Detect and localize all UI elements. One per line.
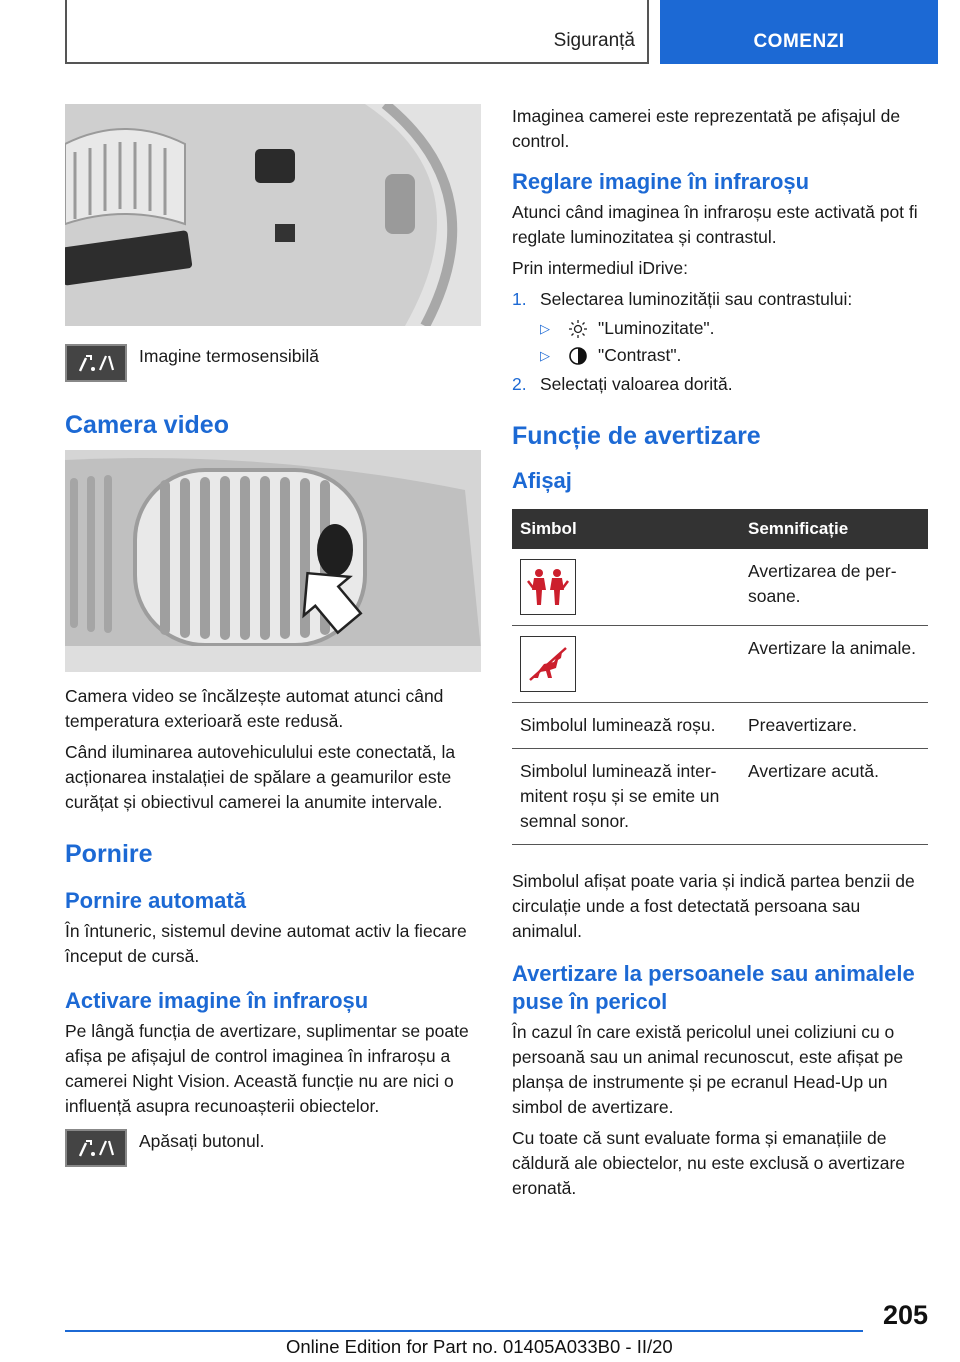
table-cell-meaning: Preavertizare. (740, 703, 928, 749)
instruction-press-button (65, 1129, 481, 1167)
animal-warning-icon (520, 636, 576, 692)
right-column (512, 104, 928, 1207)
brightness-icon (568, 319, 588, 339)
step-item (512, 289, 928, 310)
grille-illustration (65, 450, 481, 672)
substep-brightness (540, 318, 928, 339)
triangle-bullet-icon: ▷ (540, 347, 550, 363)
substep-contrast (540, 345, 928, 366)
step-item (512, 374, 928, 395)
grille-camera-photo (65, 450, 481, 672)
table-row (512, 626, 928, 703)
substep-text: "Contrast". (598, 345, 682, 365)
para-prin-idrive: Prin intermediul iDrive: (512, 258, 689, 278)
warning-symbols-table (512, 509, 928, 845)
night-vision-button-icon[interactable] (65, 1129, 127, 1167)
table-cell-symbol (512, 549, 740, 626)
steps-list (512, 289, 928, 395)
para-avertizare-1: În cazul în care există pericolul unei coliziuni cu o persoană sau un animal recunoscut, este afișat pe planșa de instrumente și pe ecranul Head-Up un simbol de avertizare. (512, 1022, 904, 1117)
header-section-tab (65, 0, 649, 64)
left-column (65, 104, 481, 1167)
page-number: 205 (882, 1300, 928, 1330)
table-cell-symbol (512, 626, 740, 703)
person-warning-icon (520, 559, 576, 615)
header-chapter-title: COMENZI (753, 31, 845, 52)
dashboard-illustration (65, 104, 481, 326)
header-chapter-tab[interactable] (660, 0, 938, 64)
heading-afisaj: Afișaj (512, 468, 572, 493)
table-header-row (512, 509, 928, 549)
table-cell-meaning: Avertizarea de persoane. (740, 549, 928, 626)
para-activare-infrarosu: Pe lângă funcția de avertizare, suplimentar se poate afișa pe afișajul de control imaginea în infraroșu a camerei Night Vision. Această funcție nu are nici o influență asupra recunoașterii obiectelor. (65, 1021, 469, 1116)
heading-pornire-automata: Pornire automată (65, 888, 246, 913)
night-vision-button-icon (65, 344, 127, 382)
step-number: 1. (512, 289, 527, 309)
heading-reglare-infrarosu: Reglare imagine în infraroșu (512, 169, 810, 194)
step-text: Selectarea luminozității sau contrastului: (540, 289, 853, 309)
para-reglare: Atunci când imaginea în infraroșu este activată pot fi reglate luminozitatea și contrastul. (512, 202, 918, 247)
para-camera-heating: Camera video se încălzește automat atunci când temperatura exterioară este redusă. (65, 686, 444, 731)
col-header-meaning: Semnificație (740, 509, 928, 549)
header-section-title: Siguranță (553, 30, 635, 51)
triangle-bullet-icon: ▷ (540, 320, 550, 336)
caption-press-button: Apăsați butonul. (139, 1131, 265, 1151)
table-cell-symbol: Simbolul luminează intermitent roșu și se emite un semnal sonor. (512, 749, 740, 845)
heading-pornire: Pornire (65, 840, 153, 868)
dashboard-photo (65, 104, 481, 326)
table-row (512, 549, 928, 626)
step-number: 2. (512, 374, 527, 394)
para-pornire-automata: În întuneric, sistemul devine automat activ la fiecare început de cursă. (65, 921, 467, 966)
para-camera-display: Imaginea camerei este reprezentată pe afișajul de control. (512, 106, 901, 151)
table-cell-meaning: Avertizare acută. (740, 749, 928, 845)
figure-caption-thermal (65, 344, 481, 382)
heading-functie-avertizare: Funcție de avertizare (512, 422, 761, 450)
footer-divider (65, 1330, 863, 1332)
substep-text: "Luminozitate". (598, 318, 715, 338)
table-row (512, 749, 928, 845)
para-avertizare-2: Cu toate că sunt evaluate forma și emanațiile de căldură ale obiectelor, nu este exclusă o avertizare eronată. (512, 1128, 906, 1198)
footer-edition: Online Edition for Part no. 01405A033B0 - II/20 (286, 1336, 673, 1357)
table-cell-symbol: Simbolul luminează roșu. (512, 703, 740, 749)
heading-activare-infrarosu: Activare imagine în infraroșu (65, 988, 369, 1013)
step-text: Selectați valoarea dorită. (540, 374, 733, 394)
heading-avertizare-pericol: Avertizare la persoanele sau animalele puse în pericol (512, 961, 915, 1014)
heading-camera-video: Camera video (65, 411, 229, 439)
table-row (512, 703, 928, 749)
contrast-icon (568, 346, 588, 366)
para-camera-cleaning: Când iluminarea autovehiculului este conectată, la acționarea instalației de spălare a geamurilor este curățat și obiectivul camerei la anumite intervale. (65, 742, 456, 812)
col-header-symbol: Simbol (512, 509, 740, 549)
para-simbol-afisat: Simbolul afișat poate varia și indică partea benzii de circulație unde a fost detectată persoana sau animalul. (512, 871, 915, 941)
table-cell-meaning: Avertizare la animale. (740, 626, 928, 703)
caption-thermal-image: Imagine termosensibilă (139, 346, 319, 366)
